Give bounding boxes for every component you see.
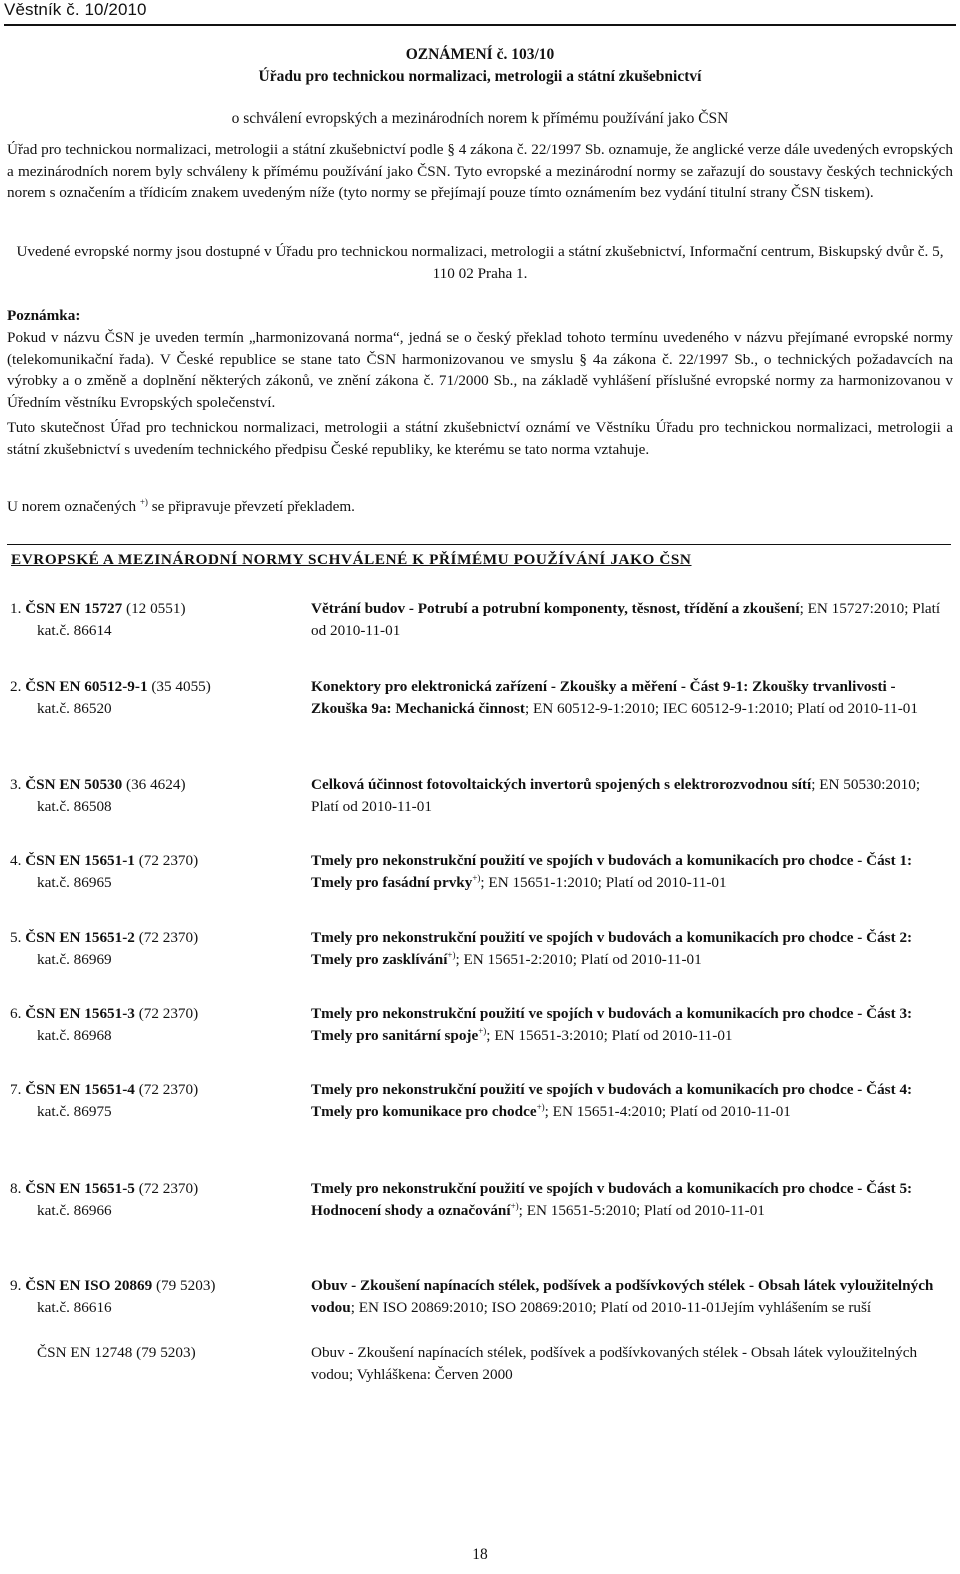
- standard-designation: [10, 598, 300, 642]
- standard-title: Tmely pro nekonstrukční použití ve spojích v budovách a komunikacích pro chodce - Část 2: Tmely pro zasklívání: [311, 929, 913, 968]
- section-title: EVROPSKÉ A MEZINÁRODNÍ NORMY SCHVÁLENÉ K PŘÍMÉMU POUŽÍVÁNÍ JAKO ČSN: [11, 551, 692, 568]
- item-number: 1.: [10, 600, 26, 617]
- standard-designation: [10, 676, 300, 720]
- standard-designation: [10, 1178, 300, 1222]
- classification-code: (36 4624): [122, 776, 186, 793]
- standard-code: ČSN EN 15651-2: [25, 929, 135, 946]
- standard-code: ČSN EN 15727: [25, 600, 123, 617]
- standard-designation: [10, 1275, 300, 1319]
- item-number: 2.: [10, 678, 26, 695]
- standard-validity: Platí od 2010-11-01: [643, 1202, 765, 1219]
- standard-details: ; EN 15651-1:2010; Platí od 2010-11-01: [480, 874, 727, 891]
- standard-code: ČSN EN 50530: [25, 776, 123, 793]
- catalog-number: kat.č. 86969: [37, 951, 112, 968]
- classification-code: (72 2370): [134, 1180, 199, 1197]
- translation-mark: +): [139, 496, 148, 507]
- standard-description: [311, 1003, 951, 1047]
- notice-number: OZNÁMENÍ č. 103/10: [405, 46, 555, 63]
- withdrawn-standard-code: ČSN EN 12748 (79 5203): [37, 1344, 196, 1361]
- standard-description: [311, 850, 951, 894]
- translation-note: [7, 496, 953, 518]
- catalog-number: kat.č. 86968: [37, 1027, 112, 1044]
- note-text-a: Pokud v názvu ČSN je uveden termín „harmonizovaná norma“, jedná se o český překlad tohoto termínu uvedeného v názvu přejímané evropské normy (telekomunikační řada). V České republice se stane tato ČSN harmonizovanou ve smyslu § 4a zákona č. 22/1997 Sb.: [7, 329, 953, 368]
- page-number: 18: [472, 1546, 488, 1563]
- classification-code: (72 2370): [134, 1005, 199, 1022]
- standard-validity: IEC 60512-9-1:2010; Platí od 2010-11-01: [662, 700, 918, 717]
- standard-details: ;: [799, 600, 808, 617]
- note-text-c: , na základě vyhlášení příslušné evropské normy za harmonizovanou v Úředním věstníku Evropských společenství.: [7, 372, 953, 412]
- intro-text-a: Úřad pro technickou normalizaci, metrologii a státní zkušebnictví podle § 4 zákona č. 22/1997 Sb. oznamuje, že anglické verze dále uvedených evropských a mezinárodních norem byly schváleny k přímému používání jako ČSN.: [7, 141, 953, 180]
- standard-code: ČSN EN 15651-1: [25, 852, 135, 869]
- standard-details: ; EN 15651-2:2010; Platí od 2010-11-01: [455, 951, 702, 968]
- classification-code: (12 0551): [122, 600, 186, 617]
- standard-code: ČSN EN 15651-3: [25, 1005, 135, 1022]
- classification-code: (72 2370): [134, 852, 199, 869]
- header-rule: [4, 0, 956, 26]
- standard-title: Obuv - Zkoušení napínacích stélek, podšívek a podšívkových stélek - Obsah látek vyloužitelných vodou: [311, 1277, 934, 1316]
- intro-paragraph: [7, 139, 953, 204]
- translation-mark: +): [478, 1025, 487, 1036]
- standard-title: Konektory pro elektronická zařízení - Zkoušky a měření - Část 9-1: Zkoušky trvanlivosti - Zkouška 9a: Mechanická činnost: [311, 678, 896, 717]
- standard-code-line: [10, 927, 300, 949]
- standard-description: [311, 676, 951, 720]
- catalog-number: kat.č. 86966: [37, 1202, 112, 1219]
- translation-mark: +): [447, 949, 456, 960]
- item-number: 7.: [10, 1081, 26, 1098]
- translation-mark: +): [510, 1200, 519, 1211]
- standard-code-line: [10, 1178, 300, 1200]
- item-number: 5.: [10, 929, 26, 946]
- translation-text-b: se připravuje převzetí překladem.: [147, 498, 355, 515]
- item-number: 9.: [10, 1277, 26, 1294]
- standard-code-line: [10, 850, 300, 872]
- standard-validity: EN 15727:2010; Platí od 2010-11-01: [311, 600, 941, 639]
- journal-title: Věstník č. 10/2010: [4, 0, 147, 19]
- translation-mark: +): [536, 1101, 545, 1112]
- intro-text-b: Tyto evropské a mezinárodní normy se zařazují do soustavy českých technických norem s označením a třídicím znakem uvedeným níže (tyto normy se přejímají pouze tímto oznámením bez vydání titulní strany ČSN tiskem).: [7, 162, 953, 202]
- standard-description: [311, 927, 951, 971]
- standard-code-line: [10, 598, 300, 620]
- standard-details: ;: [811, 776, 820, 793]
- standard-validity: Jejím vyhlášením se ruší: [721, 1299, 872, 1316]
- item-number: 4.: [10, 852, 26, 869]
- standard-designation: [10, 850, 300, 894]
- notice-issuer: Úřadu pro technickou normalizaci, metrologii a státní zkušebnictví: [258, 68, 702, 85]
- standard-title: Tmely pro nekonstrukční použití ve spojích v budovách a komunikacích pro chodce - Část 3: Tmely pro sanitární spoje: [311, 1005, 913, 1044]
- classification-code: (79 5203): [152, 1277, 216, 1294]
- standard-description: [311, 1178, 951, 1222]
- catalog-number: kat.č. 86616: [37, 1299, 112, 1316]
- classification-code: (72 2370): [134, 929, 199, 946]
- classification-code: (35 4055): [147, 678, 211, 695]
- standard-details: ; EN 60512-9-1:2010;: [524, 700, 663, 717]
- availability-paragraph: Uvedené evropské normy jsou dostupné v Úřadu pro technickou normalizaci, metrologii a státní zkušebnictví, Informační centrum, Biskupský dvůr č. 5, 110 02 Praha 1.: [16, 243, 944, 282]
- standard-description: [311, 774, 951, 818]
- translation-mark: +): [472, 872, 481, 883]
- note-paragraph-1: [7, 327, 953, 414]
- standard-code-line: [10, 1003, 300, 1025]
- standard-title: Větrání budov - Potrubí a potrubní komponenty, těsnost, třídění a zkoušení: [311, 600, 800, 617]
- standard-code: ČSN EN ISO 20869: [25, 1277, 153, 1294]
- note-label: Poznámka:: [7, 307, 81, 324]
- standard-title: Tmely pro nekonstrukční použití ve spojích v budovách a komunikacích pro chodce - Část 4: Tmely pro komunikace pro chodce: [311, 1081, 913, 1120]
- standard-code-line: [10, 1275, 300, 1297]
- catalog-number: kat.č. 86614: [37, 622, 112, 639]
- standard-designation: [10, 927, 300, 971]
- standard-designation: [10, 1079, 300, 1123]
- standard-details: ; EN ISO 20869:2010; ISO 20869:2010; Platí od 2010-11-01: [350, 1299, 722, 1316]
- standard-code: ČSN EN 15651-5: [25, 1180, 135, 1197]
- standard-validity: EN 50530:2010; Platí od 2010-11-01: [311, 776, 921, 815]
- section-heading: [7, 544, 951, 569]
- item-number: 8.: [10, 1180, 26, 1197]
- catalog-number: kat.č. 86520: [37, 700, 112, 717]
- standard-designation: [10, 774, 300, 818]
- standard-code: ČSN EN 60512-9-1: [25, 678, 148, 695]
- standard-validity: Platí od 2010-11-01: [669, 1103, 791, 1120]
- catalog-number: kat.č. 86965: [37, 874, 112, 891]
- standard-title: Tmely pro nekonstrukční použití ve spojích v budovách a komunikacích pro chodce - Část 5: Hodnocení shody a označování: [311, 1180, 913, 1219]
- standard-code-line: [10, 774, 300, 796]
- standard-code: ČSN EN 15651-4: [25, 1081, 135, 1098]
- standard-description: [311, 1275, 951, 1319]
- standard-details: ; EN 15651-4:2010;: [544, 1103, 670, 1120]
- catalog-number: kat.č. 86508: [37, 798, 112, 815]
- standard-title: Tmely pro nekonstrukční použití ve spojích v budovách a komunikacích pro chodce - Část 1: Tmely pro fasádní prvky: [311, 852, 913, 891]
- note-paragraph-2: Tuto skutečnost Úřad pro technickou normalizaci, metrologii a státní zkušebnictví oznámí ve Věstníku Úřadu pro technickou normalizaci, metrologii a státní zkušebnictví s uvedením technického předpisu České republiky, ke kterému se tato norma vztahuje.: [7, 419, 953, 458]
- standard-details: ; EN 15651-3:2010; Platí od 2010-11-01: [486, 1027, 733, 1044]
- translation-text-a: U norem označených: [7, 498, 140, 515]
- standard-code-line: [10, 676, 300, 698]
- item-number: 6.: [10, 1005, 26, 1022]
- withdrawn-standard-title: Obuv - Zkoušení napínacích stélek, podšívek a podšívkovaných stélek - Obsah látek vyloužitelných vodou; Vyhláškena: Červen 2000: [311, 1344, 918, 1383]
- standard-description: [311, 1079, 951, 1123]
- standard-code-line: [10, 1079, 300, 1101]
- notice-subject: o schválení evropských a mezinárodních norem k přímému používání jako ČSN: [231, 110, 729, 127]
- standard-title: Celková účinnost fotovoltaických invertorů spojených s elektrorozvodnou sítí: [311, 776, 812, 793]
- standard-details: ; EN 15651-5:2010;: [518, 1202, 644, 1219]
- catalog-number: kat.č. 86975: [37, 1103, 112, 1120]
- item-number: 3.: [10, 776, 26, 793]
- note-text-b: , o technických požadavcích na výrobky a o změně a doplnění některých zákonů, ve znění zákona č. 71/2000 Sb.: [7, 350, 953, 390]
- standard-designation: [10, 1003, 300, 1047]
- classification-code: (72 2370): [134, 1081, 199, 1098]
- standard-description: [311, 598, 951, 642]
